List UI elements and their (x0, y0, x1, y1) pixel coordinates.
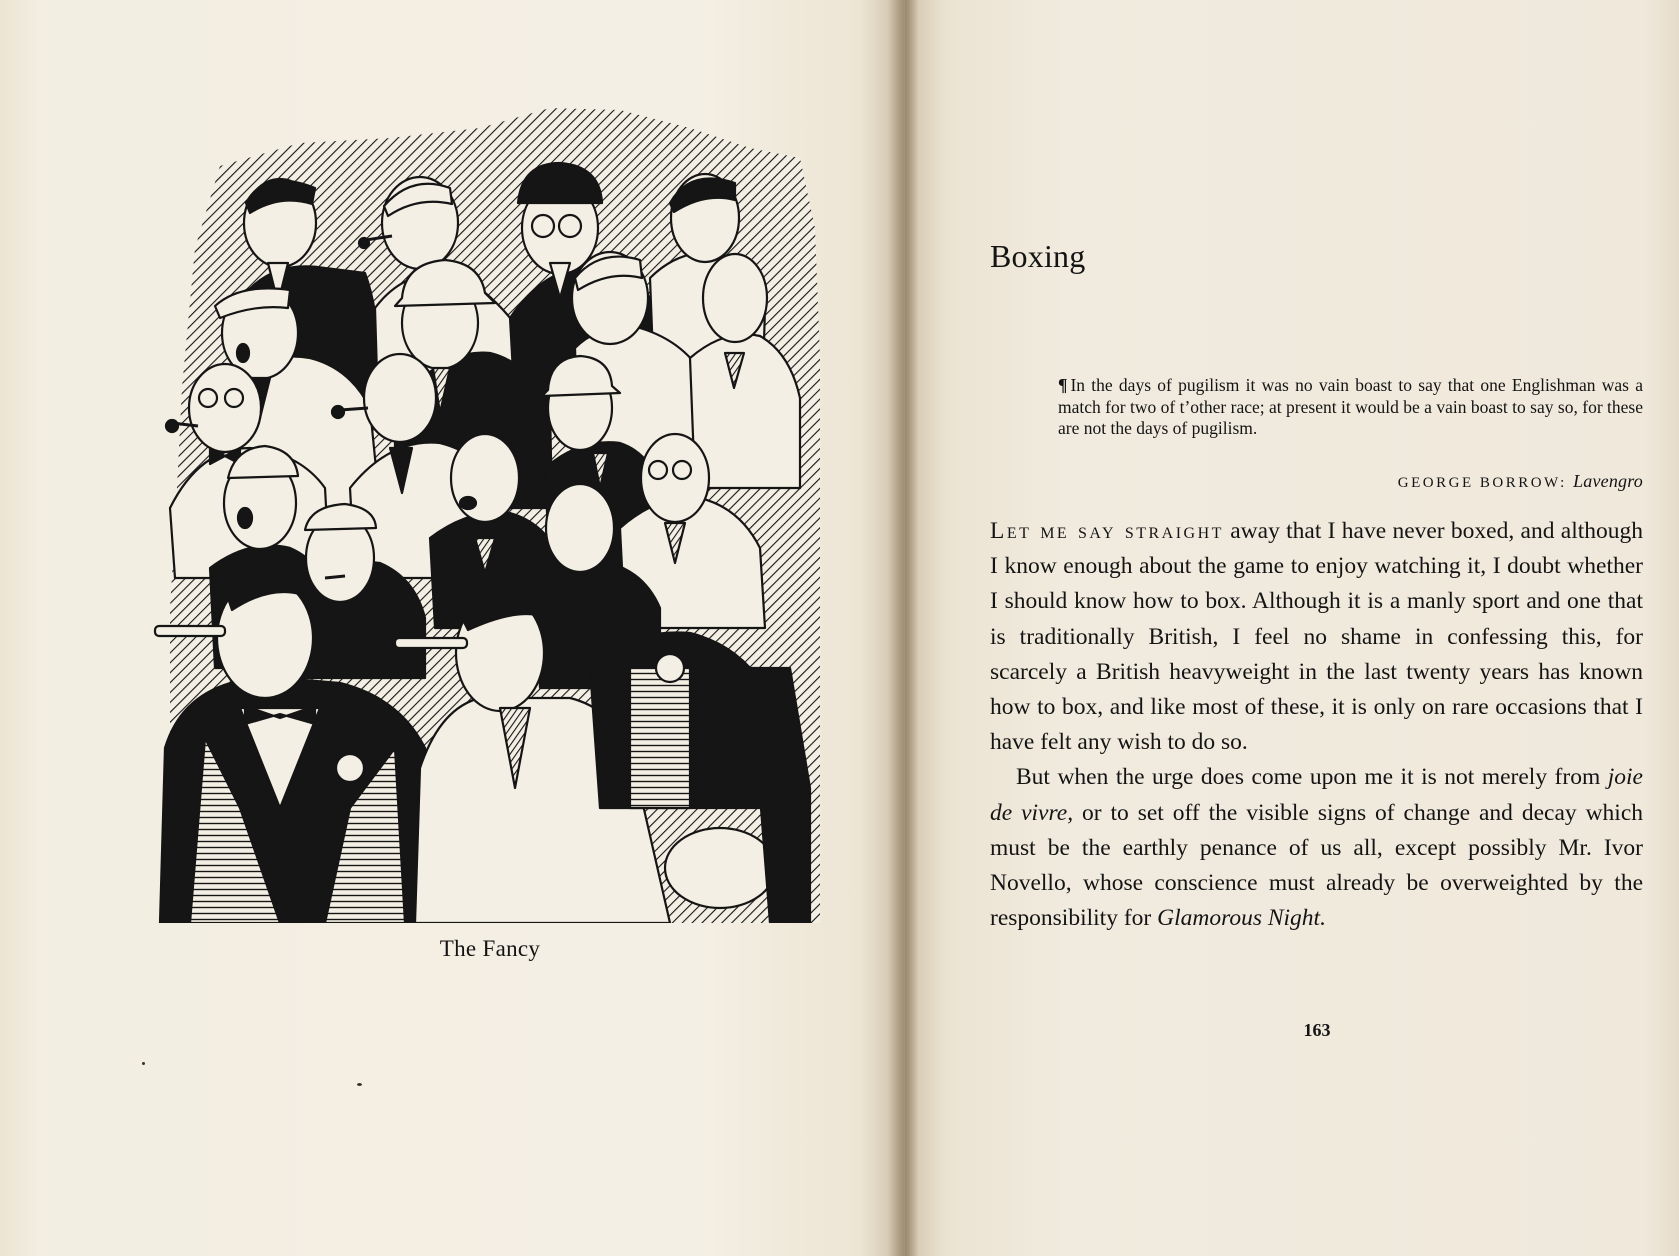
attribution-work: Lavengro (1573, 471, 1643, 491)
pilcrow-mark: ¶ (1058, 375, 1068, 395)
paper-speck (357, 1083, 362, 1086)
paragraph (990, 760, 1643, 936)
paragraph-text: But when the urge does come upon me it is not merely from (1016, 764, 1608, 791)
paragraph (990, 514, 1643, 760)
epigraph (1058, 375, 1643, 440)
body-text (990, 514, 1643, 936)
illustration-caption: The Fancy (439, 936, 541, 961)
book-gutter (888, 0, 918, 1256)
paragraph-text: away that I have never boxed, and although I know enough about the game to enjoy watching it, I doubt whether I should know how to box. Although it is a manly sport and one that is traditionally British, I feel no shame in confessing this, for scarcely a British heavyweight in the last twenty years has known how to box, and like most of these, it is only on rare occasions that I have felt any wish to do so. (990, 518, 1643, 756)
italic-title: Glamorous Night. (1157, 905, 1326, 932)
cartoon-illustration (150, 108, 830, 923)
epigraph-attribution (1120, 471, 1643, 492)
italic-phrase: joie de vivre, (990, 764, 1643, 826)
page-number: 163 (1303, 1020, 1331, 1040)
epigraph-text: In the days of pugilism it was no vain boast to say that one Englishman was a match for two of t’other race; at present it would be a vain boast to say so, for these are not the days of pugilism. (1058, 375, 1643, 438)
opening-small-caps: Let me say straight (990, 518, 1224, 544)
chapter-title: Boxing (990, 238, 1086, 274)
paragraph-text: or to set off the visible signs of change and decay which must be the earthly penance of us all, except possibly Mr. Ivor Novello, whose conscience must already be overweighted by the responsibility for (990, 799, 1643, 932)
paper-speck (142, 1062, 145, 1065)
attribution-author: GEORGE BORROW: (1397, 475, 1567, 491)
